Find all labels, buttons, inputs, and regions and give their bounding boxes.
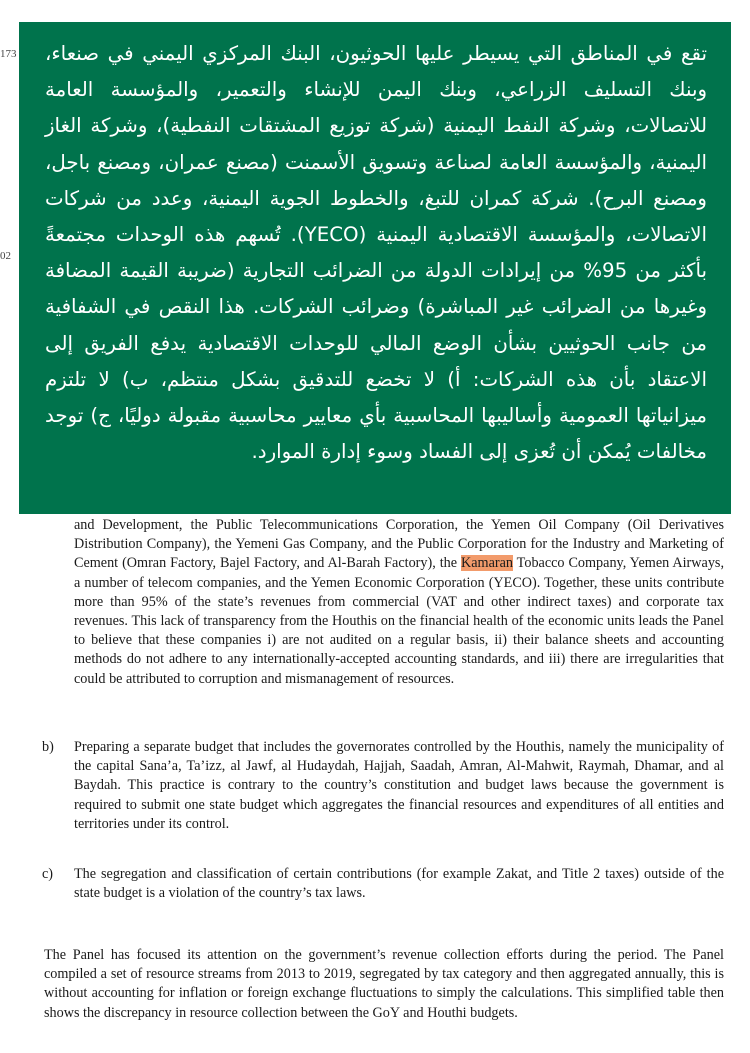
list-item-b-label: b) [42,739,54,755]
closing-paragraph: The Panel has focused its attention on the government’s revenue collection efforts during the period. The Panel compiled a set of resource streams from 2013 to 2019, segregated by tax category and then aggregated annually, this is without accounting for inflation or foreign exchange fluctuations to simply the calculations. This simplified table then shows the discrepancy in resource collection between the GoY and Houthi budgets. [44,947,724,1021]
arabic-translation-text: تقع في المناطق التي يسيطر عليها الحوثيون، البنك المركزي اليمني في صنعاء، وبنك التسليف الزراعي، وبنك اليمن للإنشاء والتعمير، والمؤسسة العامة للاتصالات، وشركة النفط اليمنية (شركة توزيع المشتقات النفطية)، وشركة الغاز اليمنية، والمؤسسة العامة لصناعة وتسويق الأسمنت (مصنع عمران، ومصنع باجل، ومصنع البرح). شركة كمران للتبغ، والخطوط الجوية اليمنية، وعدد من شركات الاتصالات، والمؤسسة الاقتصادية اليمنية (YECO). تُسهم هذه الوحدات مجتمعةً بأكثر من 95% من إيرادات الدولة من الضرائب التجارية (ضريبة القيمة المضافة وغيرها من الضرائب غير المباشرة) وضرائب الشركات. هذا النقص في الشفافية من جانب الحوثيين بشأن الوضع المالي للوحدات الاقتصادية يدفع الفريق إلى الاعتقاد بأن هذه الشركات: أ) لا تخضع للتدقيق بشكل منتظم، ب) لا تلتزم ميزانياتها العمومية وأساليبها المحاسبية بأي معايير محاسبية مقبولة دوليًا، ج) توجد مخالفات يُمكن أن تُعزى إلى الفساد وسوء إدارة الموارد. [45,42,707,464]
paragraph-a-text-end: Tobacco Company, Yemen Airways, a number of telecom companies, and the Yemen Economic Corporation (YECO). Together, these units contribute more than 95% of the state’s revenues from commercial (VAT and other indirect taxes) and corporate tax revenues. This lack of transparency from the Houthis on the financial health of the economic units leads the Panel to believe that these companies i) are not audited on a regular basis, ii) their balance sheets and accounting methods do not adhere to any internationally-accepted accounting standards, and iii) there are irregularities that could be attributed to corruption and mismanagement of resources. [74,555,724,687]
paragraph-a-continuation [74,516,724,689]
arabic-translation-overlay [19,22,731,514]
edge-line-number-top: 173 [0,48,17,60]
paragraph-a-text-start: and Development, the Public Telecommunications Corporation, the Yemen Oil Company (Oil Derivatives Distribution Company), the Yemeni Gas Company, and the Public Corporation for the Industry and Marketing of Cement (Omran Factory, Bajel Factory, and Al-Barah Factory), the [74,517,724,572]
list-item-c-label: c) [42,866,54,882]
list-item-b-text: Preparing a separate budget that includes the governorates controlled by the Houthis, namely the municipality of the capital Sana’a, Ta’izz, al Jawf, al Hudaydah, Hajjah, Saadah, Amran, Al-Mahwit, Raymah, Dhamar, and al Baydah. This practice is contrary to the country’s constitution and budget laws because the government is required to submit one state budget which aggregates the financial resources and expenditures of all entities and territories under its control. [74,739,724,832]
list-item-c-text: The segregation and classification of certain contributions (for example Zakat, and Title 2 taxes) outside of the state budget is a violation of the country’s tax laws. [74,866,724,902]
edge-line-number-bottom: 02 [0,250,11,262]
highlighted-word: Kamaran [461,555,513,572]
